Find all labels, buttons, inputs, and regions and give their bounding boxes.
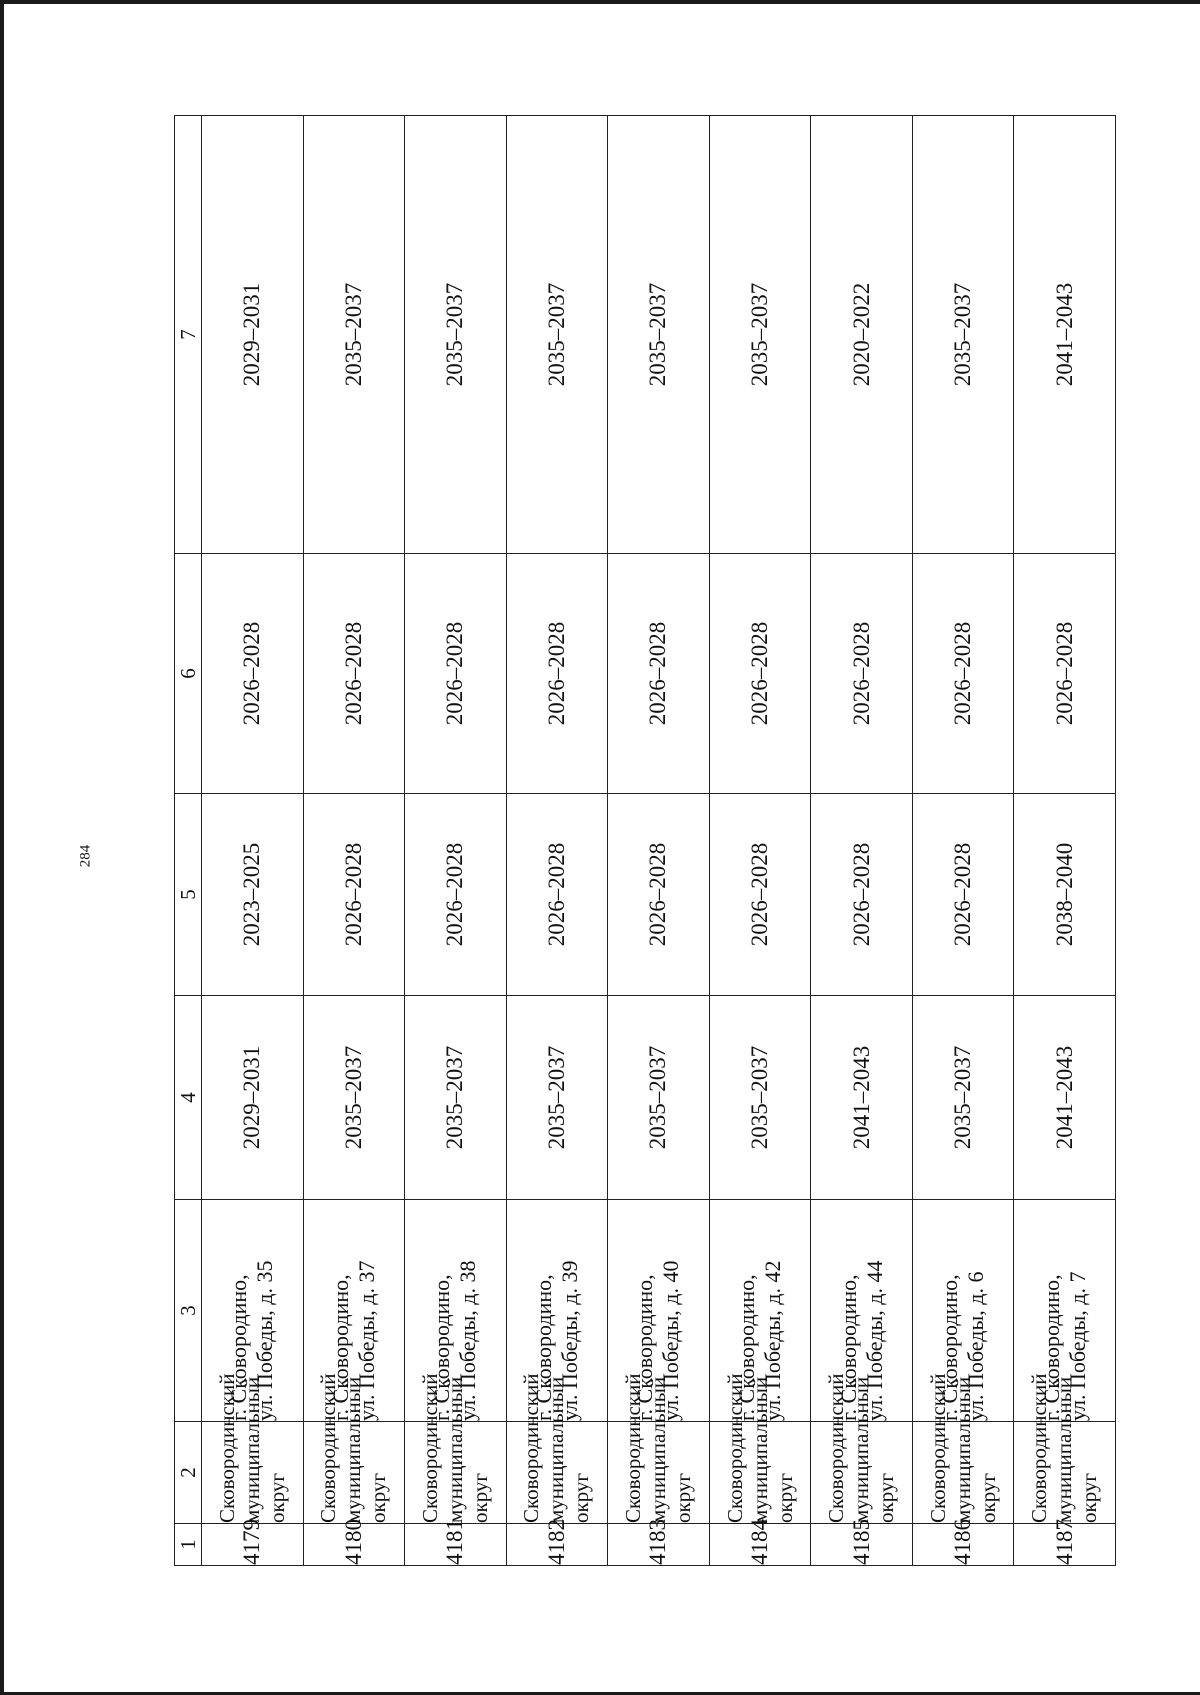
period-cell-4: 2035–2037 [709, 996, 811, 1200]
table-row [202, 116, 304, 1566]
address-cell-line: г. Сковородино, [632, 1274, 658, 1421]
table-row [405, 116, 507, 1566]
row-number-cell: 4185 [811, 1524, 913, 1566]
address-cell-line: г. Сковородино, [327, 1274, 353, 1421]
district-cell-line: муниципальный [645, 1376, 670, 1523]
district-cell-line: муниципальный [747, 1376, 772, 1523]
period-cell-7: 2035–2037 [303, 116, 405, 554]
address-cell-line: г. Сковородино, [937, 1274, 963, 1421]
address-cell-line: г. Сковородино, [835, 1274, 861, 1421]
period-cell-4: 2041–2043 [811, 996, 913, 1200]
address-cell-line: ул. Победы, д. 39 [556, 1260, 582, 1421]
district-cell [811, 1373, 913, 1524]
period-cell-6: 2026–2028 [303, 554, 405, 794]
district-cell-line: округ [874, 1472, 899, 1523]
table-row [709, 116, 811, 1566]
column-header: 7 [175, 116, 202, 554]
period-cell-7: 2035–2037 [608, 116, 710, 554]
period-cell-5: 2026–2028 [405, 794, 507, 996]
column-header: 6 [175, 554, 202, 794]
row-number-cell: 4180 [303, 1524, 405, 1566]
period-cell-6: 2026–2028 [608, 554, 710, 794]
district-cell-line: округ [975, 1472, 1000, 1523]
table-body [202, 116, 1116, 1566]
district-cell-line: муниципальный [239, 1376, 264, 1523]
column-header: 1 [175, 1524, 202, 1566]
period-cell-5: 2026–2028 [709, 794, 811, 996]
district-cell-line: округ [1077, 1472, 1102, 1523]
district-cell [608, 1373, 710, 1524]
period-cell-7: 2035–2037 [506, 116, 608, 554]
period-cell-6: 2026–2028 [1014, 554, 1116, 794]
row-number-cell: 4182 [506, 1524, 608, 1566]
district-cell [202, 1373, 304, 1524]
period-cell-5: 2038–2040 [1014, 794, 1116, 996]
scan-edge-left [0, 0, 4, 1695]
period-cell-4: 2035–2037 [303, 996, 405, 1200]
district-cell-line: муниципальный [442, 1376, 467, 1523]
address-cell-line: ул. Победы, д. 6 [963, 1271, 989, 1421]
district-cell-line: округ [772, 1472, 797, 1523]
table-row [303, 116, 405, 1566]
address-cell-line: г. Сковородино, [734, 1274, 759, 1421]
row-number-cell: 4179 [202, 1524, 304, 1566]
address-cell-line: г. Сковородино, [530, 1274, 556, 1421]
column-header: 2 [175, 1422, 202, 1524]
district-cell [405, 1373, 507, 1524]
address-cell-line: ул. Победы, д. 7 [1064, 1271, 1090, 1421]
table-row [608, 116, 710, 1566]
period-cell-7: 2035–2037 [405, 116, 507, 554]
period-cell-7: 2035–2037 [709, 116, 811, 554]
period-cell-5: 2026–2028 [303, 794, 405, 996]
period-cell-4: 2035–2037 [608, 996, 710, 1200]
column-header: 3 [175, 1200, 202, 1422]
address-cell-line: г. Сковородино, [429, 1274, 455, 1421]
period-cell-6: 2026–2028 [202, 554, 304, 794]
row-number-cell: 4183 [608, 1524, 710, 1566]
period-cell-6: 2026–2028 [912, 554, 1014, 794]
period-cell-4: 2029–2031 [202, 996, 304, 1200]
district-cell-line: Сковородинский [417, 1373, 442, 1523]
district-cell-line: Сковородинский [925, 1373, 950, 1523]
document-table-container [174, 116, 1116, 1566]
period-cell-7: 2029–2031 [202, 116, 304, 554]
district-cell-line: Сковородинский [824, 1373, 849, 1523]
document-table [174, 115, 1116, 1566]
district-cell-line: муниципальный [849, 1376, 874, 1523]
district-cell-line: округ [366, 1472, 391, 1523]
period-cell-4: 2041–2043 [1014, 996, 1116, 1200]
district-cell-line: муниципальный [1052, 1376, 1077, 1523]
period-cell-4: 2035–2037 [912, 996, 1014, 1200]
period-cell-4: 2035–2037 [506, 996, 608, 1200]
table-row [506, 116, 608, 1566]
district-cell [709, 1373, 811, 1524]
period-cell-5: 2023–2025 [202, 794, 304, 996]
row-number-cell: 4184 [709, 1524, 811, 1566]
row-number-cell: 4186 [912, 1524, 1014, 1566]
header-row [175, 116, 202, 1566]
district-cell-line: Сковородинский [620, 1373, 645, 1523]
district-cell [912, 1373, 1014, 1524]
district-cell [1014, 1373, 1116, 1524]
district-cell [506, 1373, 608, 1524]
row-number-cell: 4181 [405, 1524, 507, 1566]
district-cell-line: муниципальный [544, 1376, 569, 1523]
period-cell-5: 2026–2028 [506, 794, 608, 996]
address-cell-line: ул. Победы, д. 38 [455, 1260, 481, 1421]
scan-edge-top [0, 0, 1200, 4]
period-cell-7: 2035–2037 [912, 116, 1014, 554]
period-cell-6: 2026–2028 [709, 554, 811, 794]
period-cell-7: 2041–2043 [1014, 116, 1116, 554]
district-cell-line: Сковородинский [722, 1373, 747, 1523]
period-cell-6: 2026–2028 [811, 554, 913, 794]
district-cell-line: округ [569, 1472, 594, 1523]
district-cell-line: Сковородинский [214, 1373, 239, 1523]
district-cell-line: Сковородинский [1027, 1373, 1052, 1523]
table-row [912, 116, 1014, 1566]
address-cell-line: г. Сковородино, [1038, 1274, 1064, 1421]
period-cell-6: 2026–2028 [506, 554, 608, 794]
page-number: 284 [77, 844, 94, 868]
period-cell-5: 2026–2028 [811, 794, 913, 996]
district-cell-line: округ [264, 1472, 289, 1523]
period-cell-7: 2020–2022 [811, 116, 913, 554]
district-cell-line: муниципальный [950, 1376, 975, 1523]
row-number-cell: 4187 [1014, 1524, 1116, 1566]
district-cell-line: Сковородинский [316, 1373, 341, 1523]
district-cell-line: муниципальный [341, 1376, 366, 1523]
address-cell-line: ул. Победы, д. 37 [353, 1260, 379, 1421]
district-cell-line: Сковородинский [519, 1373, 544, 1523]
district-cell-line: округ [670, 1472, 695, 1523]
district-cell-line: округ [467, 1472, 492, 1523]
address-cell-line: ул. Победы, д. 35 [252, 1260, 278, 1421]
column-header: 4 [175, 996, 202, 1200]
column-header: 5 [175, 794, 202, 996]
period-cell-4: 2035–2037 [405, 996, 507, 1200]
district-cell [303, 1373, 405, 1524]
table-row [811, 116, 913, 1566]
address-cell-line: ул. Победы, д. 40 [658, 1260, 684, 1421]
address-cell-line: ул. Победы, д. 44 [861, 1260, 887, 1421]
period-cell-5: 2026–2028 [608, 794, 710, 996]
table-row [1014, 116, 1116, 1566]
address-cell-line: ул. Победы, д. 42 [760, 1260, 785, 1421]
address-cell-line: г. Сковородино, [226, 1274, 252, 1421]
period-cell-6: 2026–2028 [405, 554, 507, 794]
period-cell-5: 2026–2028 [912, 794, 1014, 996]
